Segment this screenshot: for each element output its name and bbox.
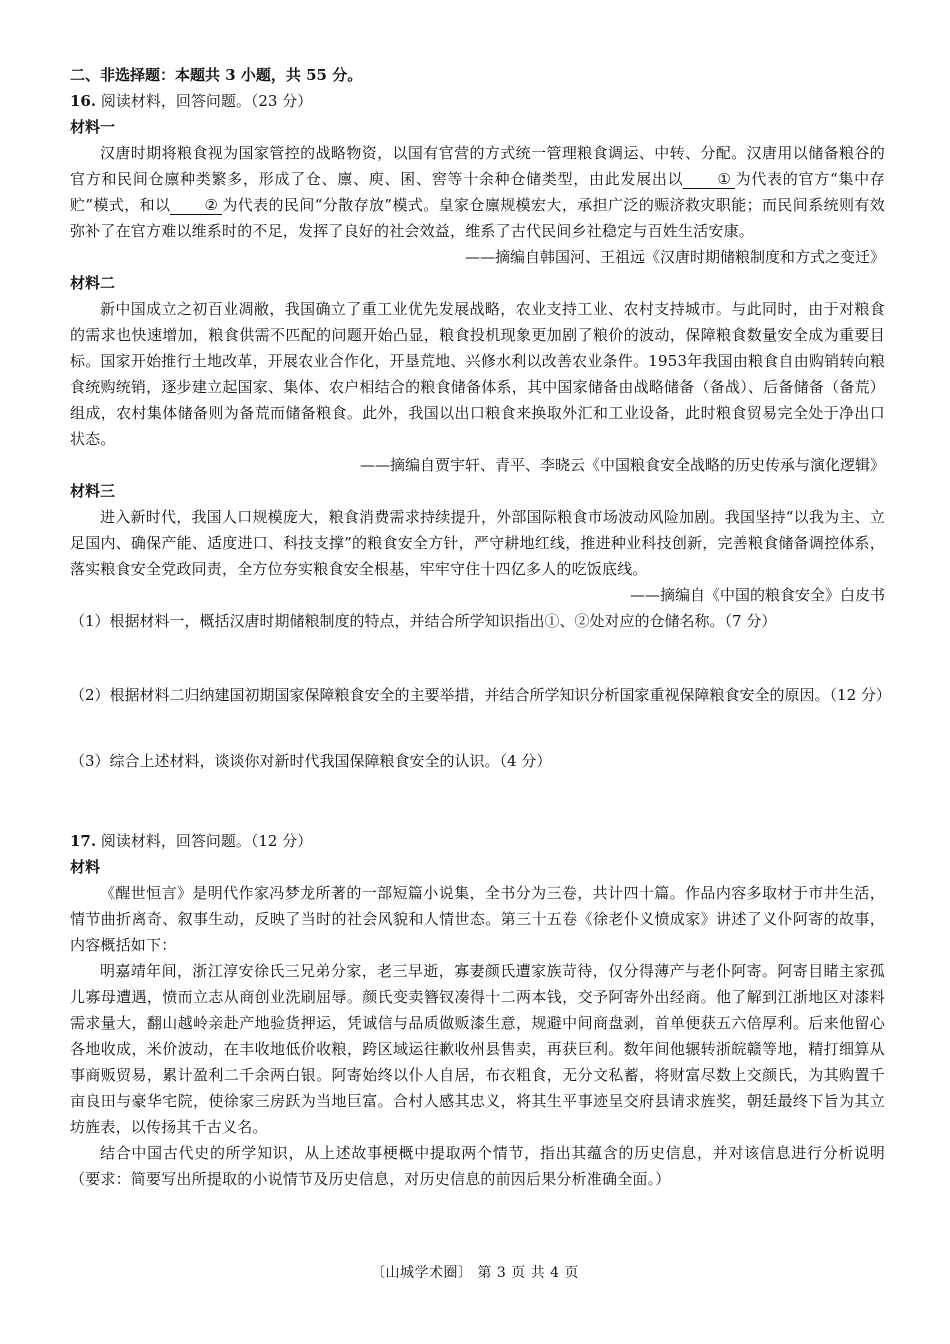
q16-subquestion-1: （1）根据材料一，概括汉唐时期储粮制度的特点，并结合所学知识指出①、②处对应的仓储名称。（7 分） xyxy=(70,612,777,630)
q17-header xyxy=(70,828,885,854)
q17-paragraph-3: 结合中国古代史的所学知识，从上述故事梗概中提取两个情节，指出其蕴含的历史信息，并对该信息进行分析说明（要求：简要写出所提取的小说情节及历史信息，对历史信息的前因后果分析准确全面。） xyxy=(70,1144,885,1188)
exam-page xyxy=(70,62,891,1192)
q17-material-label: 材料 xyxy=(70,858,101,876)
q16-material1-text xyxy=(70,140,885,244)
page-footer: 〔山城学术圈〕 第 3 页 共 4 页 xyxy=(370,1265,579,1281)
answer-space-3 xyxy=(70,774,885,828)
q17-number: 17. xyxy=(70,832,97,850)
q16-material1-text-b: 为代表的官方“集中存贮”模式，和以 xyxy=(70,170,885,214)
blank-2: ② xyxy=(170,196,222,215)
q17-paragraph-1: 《醒世恒言》是明代作家冯梦龙所著的一部短篇小说集，全书分为三卷，共计四十篇。作品内容多取材于市井生活，情节曲折离奇、叙事生动，反映了当时的社会风貌和人情世态。第三十五卷《徐老仆义愤成家》讲述了义仆阿寄的故事，内容概括如下： xyxy=(70,884,885,954)
q16-material3-label: 材料三 xyxy=(70,482,116,500)
answer-space-1 xyxy=(70,634,885,682)
q16-material1-source: ——摘编自韩国河、王祖远《汉唐时期储粮制度和方式之变迁》 xyxy=(464,248,885,266)
q16-material2-text: 新中国成立之初百业凋敝，我国确立了重工业优先发展战略，农业支持工业、农村支持城市。与此同时，由于对粮食的需求也快速增加，粮食供需不匹配的问题开始凸显，粮食投机现象更加剧了粮价的波动，保障粮食数量安全成为重要目标。国家开始推行土地改革，开展农业合作化，开垦荒地、兴修水利以改善农业条件。1953年我国由粮食自由购销转向粮食统购统销，逐步建立起国家、集体、农户相结合的粮食储备体系，其中国家储备由战略储备（备战）、后备储备（备荒）组成，农村集体储备则为备荒而储备粮食。此外，我国以出口粮食来换取外汇和工业设备，此时粮食贸易完全处于净出口状态。 xyxy=(70,300,885,448)
q16-subquestion-3: （3）综合上述材料，谈谈你对新时代我国保障粮食安全的认识。（4 分） xyxy=(70,752,552,770)
q16-prompt: 阅读材料，回答问题。（23 分） xyxy=(100,92,313,110)
q16-number: 16. xyxy=(70,92,97,110)
q16-header xyxy=(70,88,885,114)
q16-material2-source: ——摘编自贾宇轩、青平、李晓云《中国粮食安全战略的历史传承与演化逻辑》 xyxy=(359,456,885,474)
blank-1: ① xyxy=(683,170,735,189)
q16-material1-text-a: 汉唐时期将粮食视为国家管控的战略物资，以国有官营的方式统一管理粮食调运、中转、分配。汉唐用以储备粮谷的官方和民间仓廪种类繁多，形成了仓、廪、庾、囷、窖等十余种仓储类型，由此发展出以 xyxy=(70,144,885,188)
q16-material1-label: 材料一 xyxy=(70,118,116,136)
q16-material2-label: 材料二 xyxy=(70,274,116,292)
q17-prompt: 阅读材料，回答问题。（12 分） xyxy=(100,832,313,850)
q16-material3-text: 进入新时代，我国人口规模庞大，粮食消费需求持续提升，外部国际粮食市场波动风险加剧。我国坚持“以我为主、立足国内、确保产能、适度进口、科技支撑”的粮食安全方针，严守耕地红线，推进种业科技创新，完善粮食储备调控体系，落实粮食安全党政同责，全方位夯实粮食安全根基，牢牢守住十四亿多人的吃饭底线。 xyxy=(70,508,885,578)
q16-subquestion-2: （2）根据材料二归纳建国初期国家保障粮食安全的主要举措，并结合所学知识分析国家重视保障粮食安全的原因。（12 分） xyxy=(70,686,891,704)
q16-material1-text-c: 为代表的民间“分散存放”模式。皇家仓廪规模宏大，承担广泛的赈济救灾职能；而民间系统则有效弥补了在官方难以维系时的不足，发挥了良好的社会效益，维系了古代民间乡社稳定与百姓生活安康。 xyxy=(70,196,885,240)
q16-material3-source: ——摘编自《中国的粮食安全》白皮书 xyxy=(629,586,885,604)
answer-space-2 xyxy=(70,708,885,748)
q17-paragraph-2: 明嘉靖年间，浙江淳安徐氏三兄弟分家，老三早逝，寡妻颜氏遭家族苛待，仅分得薄产与老仆阿寄。阿寄目睹主家孤儿寡母遭遇，愤而立志从商创业洗刷屈辱。颜氏变卖簪钗凑得十二两本钱，交予阿寄外出经商。他了解到江浙地区对漆料需求量大，翻山越岭亲赴产地验货押运，凭诚信与品质做贩漆生意，规避中间商盘剥，首单便获五六倍厚利。后来他留心各地收成，米价波动，在丰收地低价收粮，跨区域运往歉收州县售卖，再获巨利。数年间他辗转浙皖赣等地，精打细算从事商贩贸易，累计盈利二千余两白银。阿寄始终以仆人自居，布衣粗食，无分文私蓄，将财富尽数上交颜氏，为其购置千亩良田与豪华宅院，使徐家三房跃为当地巨富。合村人感其忠义，将其生平事迹呈交府县请求旌奖，朝廷最终下旨为其立坊旌表，以传扬其千古义名。 xyxy=(70,962,885,1136)
section-heading: 二、非选择题：本题共 3 小题，共 55 分。 xyxy=(70,66,363,84)
